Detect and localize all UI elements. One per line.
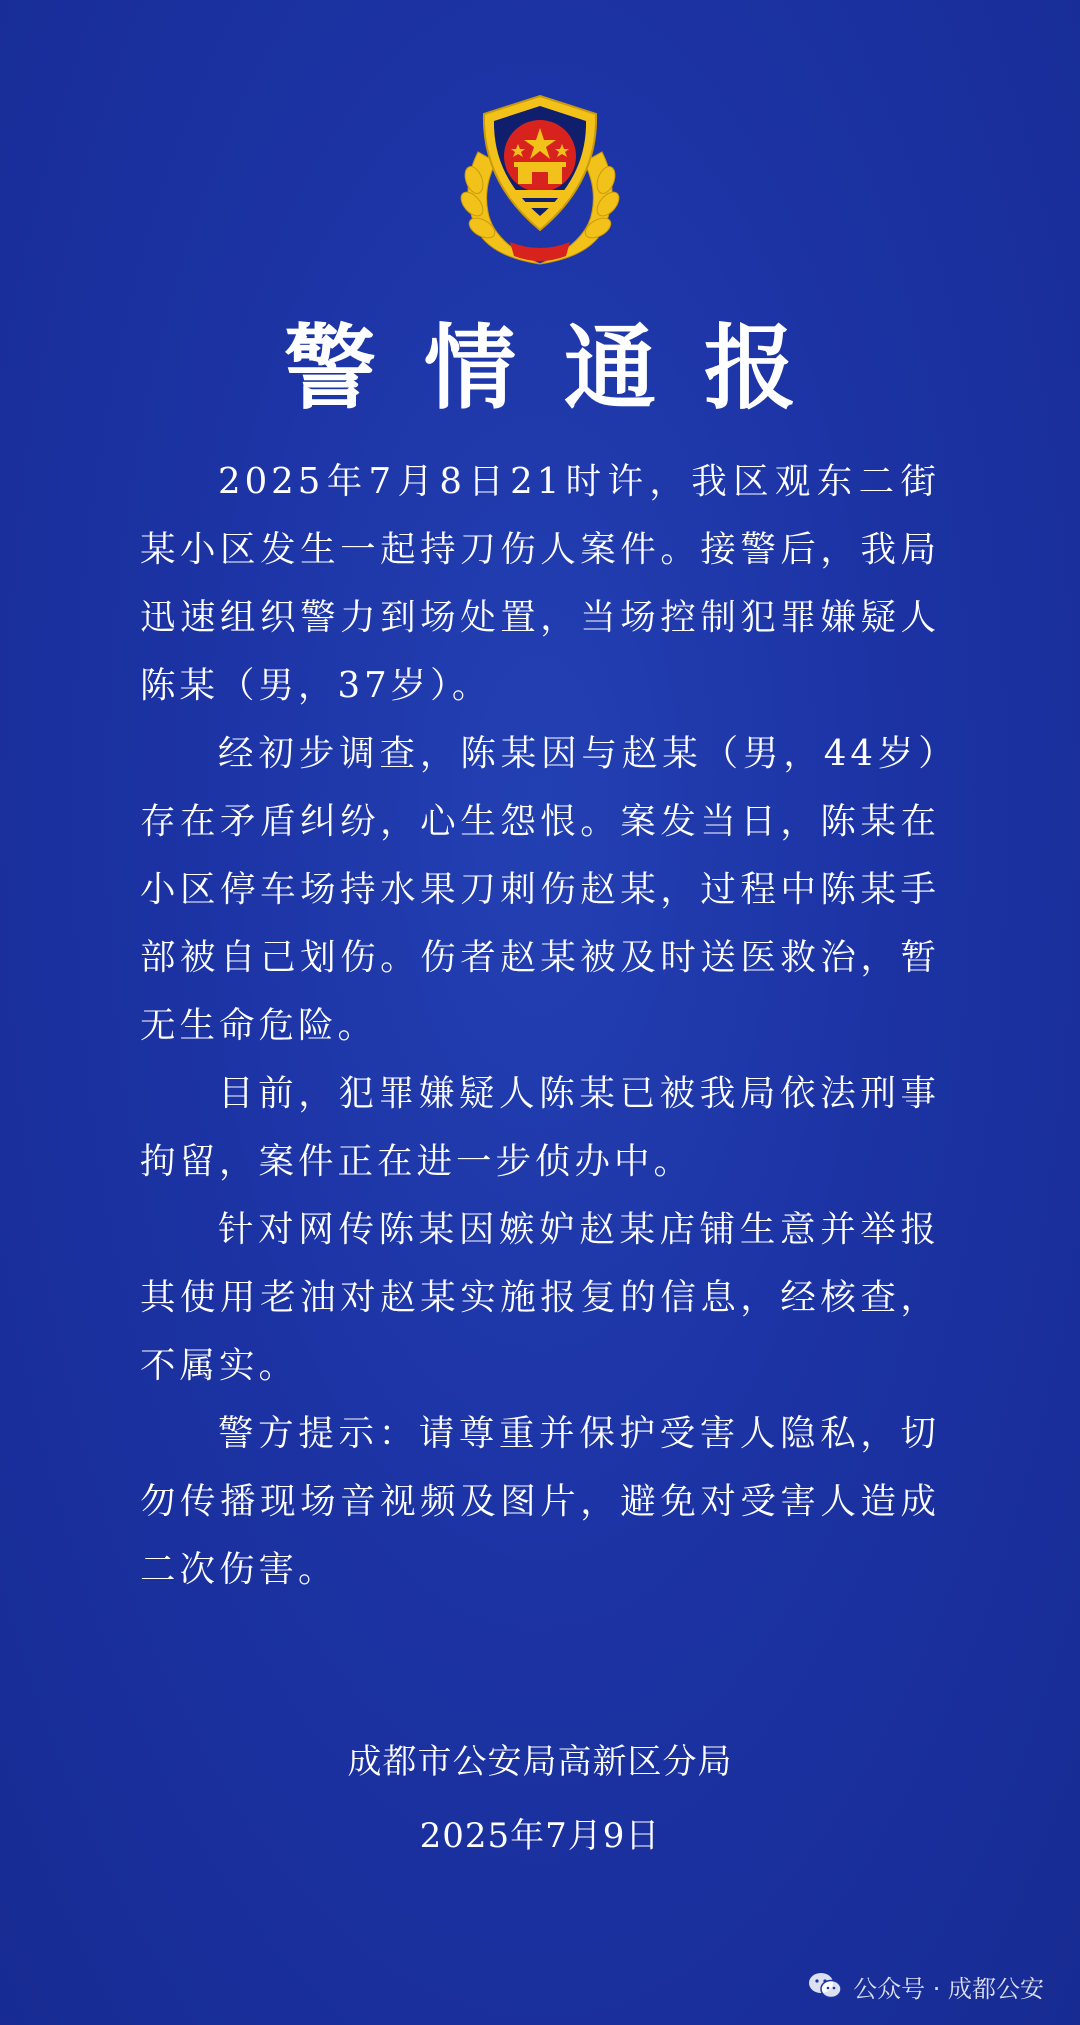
issuer: 成都市公安局高新区分局 (347, 1742, 733, 1782)
paragraph-reminder: 警方提示：请尊重并保护受害人隐私，切勿传播现场音视频及图片，避免对受害人造成二次伤害。 (140, 1413, 940, 1590)
watermark-text: 公众号 · 成都公安 (853, 1974, 1044, 2003)
watermark (807, 1966, 1044, 2006)
paragraph-rumor: 针对网传陈某因嫉妒赵某店铺生意并举报其使用老油对赵某实施报复的信息，经核查，不属实。 (140, 1209, 940, 1386)
paragraph-incident: 2025年7月8日21时许，我区观东二街某小区发生一起持刀伤人案件。接警后，我局迅速组织警力到场处置，当场控制犯罪嫌疑人陈某（男，37岁）。 (140, 461, 940, 706)
page-title: 警情通报 (283, 314, 844, 422)
paragraph-investigation: 经初步调查，陈某因与赵某（男，44岁）存在矛盾纠纷，心生怨恨。案发当日，陈某在小区停车场持水果刀刺伤赵某，过程中陈某手部被自己划伤。伤者赵某被及时送医救治，暂无生命危险。 (140, 733, 940, 1046)
issue-date: 2025年7月9日 (419, 1816, 661, 1856)
police-emblem-icon (448, 92, 632, 270)
paragraph-status: 目前，犯罪嫌疑人陈某已被我局依法刑事拘留，案件正在进一步侦办中。 (140, 1073, 940, 1182)
signature-block (0, 1725, 1080, 1873)
notice-body (140, 448, 940, 1604)
wechat-icon (807, 1971, 843, 2001)
